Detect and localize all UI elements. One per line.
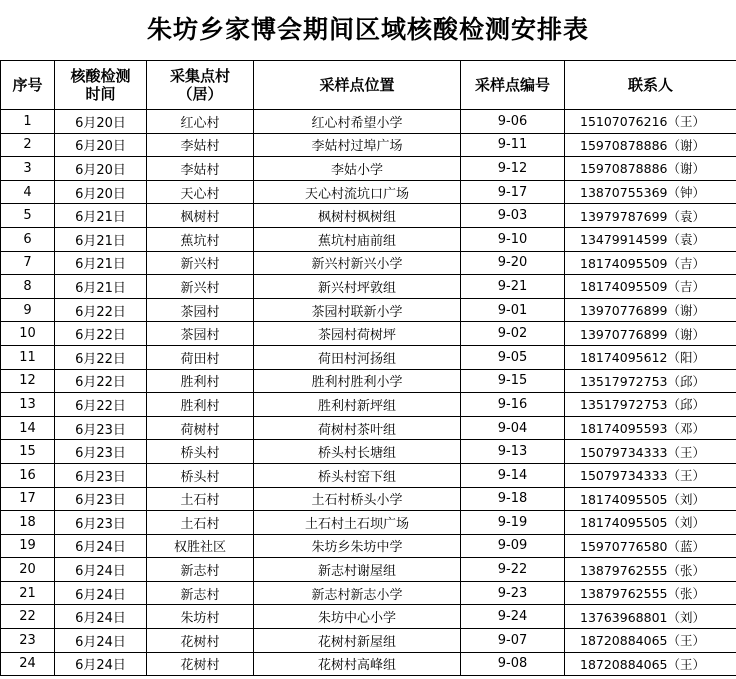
table-row — [1, 204, 736, 228]
table-row — [1, 180, 736, 204]
cell-village: 土石村 — [147, 487, 254, 511]
cell-test-date: 6月22日 — [55, 393, 147, 417]
cell-index: 14 — [1, 416, 55, 440]
cell-village: 新兴村 — [147, 251, 254, 275]
cell-contact: 18174095505（刘） — [565, 487, 736, 511]
header-village: 采集点村 （居） — [147, 61, 254, 110]
cell-test-date: 6月24日 — [55, 558, 147, 582]
cell-village: 李姑村 — [147, 133, 254, 157]
cell-test-date: 6月22日 — [55, 322, 147, 346]
header-test-date: 核酸检测 时间 — [55, 61, 147, 110]
cell-test-date: 6月21日 — [55, 275, 147, 299]
cell-village: 桥头村 — [147, 440, 254, 464]
cell-test-date: 6月21日 — [55, 204, 147, 228]
table-row — [1, 581, 736, 605]
cell-contact: 18720884065（王） — [565, 629, 736, 653]
cell-site-location: 土石村土石坝广场 — [254, 511, 461, 535]
cell-site-code: 9-03 — [461, 204, 565, 228]
cell-village: 土石村 — [147, 511, 254, 535]
cell-index: 19 — [1, 534, 55, 558]
table-row — [1, 463, 736, 487]
table-row — [1, 558, 736, 582]
cell-site-location: 新志村新志小学 — [254, 581, 461, 605]
cell-village: 荷树村 — [147, 416, 254, 440]
header-contact: 联系人 — [565, 61, 736, 110]
table-row — [1, 369, 736, 393]
cell-village: 新志村 — [147, 558, 254, 582]
cell-site-code: 9-12 — [461, 157, 565, 181]
cell-site-code: 9-09 — [461, 534, 565, 558]
cell-contact: 15970776580（蓝） — [565, 534, 736, 558]
cell-contact: 15970878886（谢） — [565, 133, 736, 157]
cell-village: 胜利村 — [147, 369, 254, 393]
cell-site-location: 茶园村联新小学 — [254, 298, 461, 322]
cell-village: 权胜社区 — [147, 534, 254, 558]
cell-site-code: 9-10 — [461, 227, 565, 251]
cell-index: 1 — [1, 110, 55, 134]
cell-site-location: 花树村高峰组 — [254, 652, 461, 676]
cell-index: 8 — [1, 275, 55, 299]
cell-site-code: 9-02 — [461, 322, 565, 346]
cell-index: 20 — [1, 558, 55, 582]
cell-index: 9 — [1, 298, 55, 322]
cell-test-date: 6月20日 — [55, 180, 147, 204]
table-row — [1, 345, 736, 369]
cell-test-date: 6月23日 — [55, 440, 147, 464]
cell-contact: 13517972753（邱） — [565, 369, 736, 393]
cell-test-date: 6月24日 — [55, 652, 147, 676]
cell-test-date: 6月22日 — [55, 298, 147, 322]
cell-village: 荷田村 — [147, 345, 254, 369]
cell-index: 17 — [1, 487, 55, 511]
cell-site-code: 9-14 — [461, 463, 565, 487]
cell-index: 13 — [1, 393, 55, 417]
cell-site-code: 9-04 — [461, 416, 565, 440]
cell-test-date: 6月23日 — [55, 463, 147, 487]
cell-index: 24 — [1, 652, 55, 676]
cell-site-location: 新志村谢屋组 — [254, 558, 461, 582]
cell-test-date: 6月20日 — [55, 110, 147, 134]
cell-site-location: 土石村桥头小学 — [254, 487, 461, 511]
table-row — [1, 275, 736, 299]
cell-site-code: 9-24 — [461, 605, 565, 629]
cell-index: 16 — [1, 463, 55, 487]
cell-index: 23 — [1, 629, 55, 653]
table-row — [1, 157, 736, 181]
cell-site-code: 9-01 — [461, 298, 565, 322]
cell-test-date: 6月24日 — [55, 534, 147, 558]
cell-contact: 18174095509（吉） — [565, 251, 736, 275]
cell-site-code: 9-13 — [461, 440, 565, 464]
cell-village: 枫树村 — [147, 204, 254, 228]
cell-site-code: 9-17 — [461, 180, 565, 204]
cell-test-date: 6月22日 — [55, 345, 147, 369]
cell-contact: 13970776899（谢） — [565, 298, 736, 322]
cell-site-location: 红心村希望小学 — [254, 110, 461, 134]
cell-village: 桥头村 — [147, 463, 254, 487]
cell-site-code: 9-22 — [461, 558, 565, 582]
cell-test-date: 6月23日 — [55, 511, 147, 535]
cell-index: 4 — [1, 180, 55, 204]
cell-village: 新志村 — [147, 581, 254, 605]
table-row — [1, 393, 736, 417]
cell-site-location: 天心村流坑口广场 — [254, 180, 461, 204]
cell-contact: 18174095509（吉） — [565, 275, 736, 299]
cell-village: 新兴村 — [147, 275, 254, 299]
page-title: 朱坊乡家博会期间区域核酸检测安排表 — [146, 15, 589, 44]
table-row — [1, 133, 736, 157]
cell-index: 3 — [1, 157, 55, 181]
table-row — [1, 534, 736, 558]
cell-village: 茶园村 — [147, 298, 254, 322]
cell-site-location: 朱坊乡朱坊中学 — [254, 534, 461, 558]
cell-index: 18 — [1, 511, 55, 535]
table-row — [1, 487, 736, 511]
cell-site-code: 9-05 — [461, 345, 565, 369]
cell-test-date: 6月23日 — [55, 416, 147, 440]
cell-index: 21 — [1, 581, 55, 605]
cell-village: 李姑村 — [147, 157, 254, 181]
schedule-table — [0, 60, 736, 676]
cell-site-code: 9-11 — [461, 133, 565, 157]
cell-site-code: 9-15 — [461, 369, 565, 393]
table-row — [1, 227, 736, 251]
cell-site-location: 新兴村新兴小学 — [254, 251, 461, 275]
cell-site-code: 9-16 — [461, 393, 565, 417]
cell-contact: 18174095593（邓） — [565, 416, 736, 440]
cell-contact: 15107076216（王） — [565, 110, 736, 134]
cell-site-location: 荷田村河扬组 — [254, 345, 461, 369]
cell-site-code: 9-07 — [461, 629, 565, 653]
cell-contact: 13517972753（邱） — [565, 393, 736, 417]
cell-contact: 15079734333（王） — [565, 440, 736, 464]
cell-index: 12 — [1, 369, 55, 393]
cell-village: 花树村 — [147, 652, 254, 676]
cell-site-location: 李姑小学 — [254, 157, 461, 181]
table-row — [1, 629, 736, 653]
header-row — [1, 61, 736, 110]
cell-index: 7 — [1, 251, 55, 275]
cell-site-location: 桥头村窑下组 — [254, 463, 461, 487]
cell-contact: 15079734333（王） — [565, 463, 736, 487]
cell-test-date: 6月24日 — [55, 605, 147, 629]
table-row — [1, 110, 736, 134]
cell-site-location: 花树村新屋组 — [254, 629, 461, 653]
cell-village: 天心村 — [147, 180, 254, 204]
cell-contact: 13970776899（谢） — [565, 322, 736, 346]
cell-test-date: 6月20日 — [55, 133, 147, 157]
cell-contact: 13763968801（刘） — [565, 605, 736, 629]
cell-site-code: 9-06 — [461, 110, 565, 134]
cell-site-code: 9-08 — [461, 652, 565, 676]
header-index: 序号 — [1, 61, 55, 110]
cell-test-date: 6月23日 — [55, 487, 147, 511]
cell-test-date: 6月20日 — [55, 157, 147, 181]
cell-test-date: 6月24日 — [55, 629, 147, 653]
cell-site-location: 枫树村枫树组 — [254, 204, 461, 228]
cell-contact: 13979787699（袁） — [565, 204, 736, 228]
cell-site-code: 9-23 — [461, 581, 565, 605]
cell-index: 10 — [1, 322, 55, 346]
cell-index: 5 — [1, 204, 55, 228]
cell-village: 茶园村 — [147, 322, 254, 346]
cell-contact: 18720884065（王） — [565, 652, 736, 676]
header-site-code: 采样点编号 — [461, 61, 565, 110]
cell-site-location: 茶园村荷树坪 — [254, 322, 461, 346]
cell-site-code: 9-21 — [461, 275, 565, 299]
cell-index: 6 — [1, 227, 55, 251]
cell-contact: 13879762555（张） — [565, 558, 736, 582]
cell-site-location: 桥头村长塘组 — [254, 440, 461, 464]
table-row — [1, 440, 736, 464]
cell-village: 胜利村 — [147, 393, 254, 417]
cell-contact: 15970878886（谢） — [565, 157, 736, 181]
table-row — [1, 251, 736, 275]
cell-site-code: 9-18 — [461, 487, 565, 511]
table-row — [1, 322, 736, 346]
cell-index: 2 — [1, 133, 55, 157]
cell-contact: 18174095612（阳） — [565, 345, 736, 369]
cell-site-code: 9-20 — [461, 251, 565, 275]
cell-site-location: 胜利村胜利小学 — [254, 369, 461, 393]
cell-village: 朱坊村 — [147, 605, 254, 629]
cell-contact: 13879762555（张） — [565, 581, 736, 605]
cell-site-location: 蕉坑村庙前组 — [254, 227, 461, 251]
cell-index: 22 — [1, 605, 55, 629]
cell-test-date: 6月21日 — [55, 251, 147, 275]
cell-site-location: 荷树村茶叶组 — [254, 416, 461, 440]
cell-site-location: 胜利村新坪组 — [254, 393, 461, 417]
cell-test-date: 6月24日 — [55, 581, 147, 605]
table-row — [1, 298, 736, 322]
cell-test-date: 6月22日 — [55, 369, 147, 393]
cell-contact: 13479914599（袁） — [565, 227, 736, 251]
cell-site-code: 9-19 — [461, 511, 565, 535]
cell-village: 蕉坑村 — [147, 227, 254, 251]
cell-contact: 18174095505（刘） — [565, 511, 736, 535]
cell-site-location: 朱坊中心小学 — [254, 605, 461, 629]
cell-site-location: 新兴村坪敦组 — [254, 275, 461, 299]
cell-village: 红心村 — [147, 110, 254, 134]
table-row — [1, 605, 736, 629]
table-row — [1, 416, 736, 440]
cell-contact: 13870755369（钟） — [565, 180, 736, 204]
cell-index: 15 — [1, 440, 55, 464]
table-row — [1, 652, 736, 676]
table-row — [1, 511, 736, 535]
cell-village: 花树村 — [147, 629, 254, 653]
cell-test-date: 6月21日 — [55, 227, 147, 251]
cell-site-location: 李姑村过埠广场 — [254, 133, 461, 157]
cell-index: 11 — [1, 345, 55, 369]
header-site-location: 采样点位置 — [254, 61, 461, 110]
